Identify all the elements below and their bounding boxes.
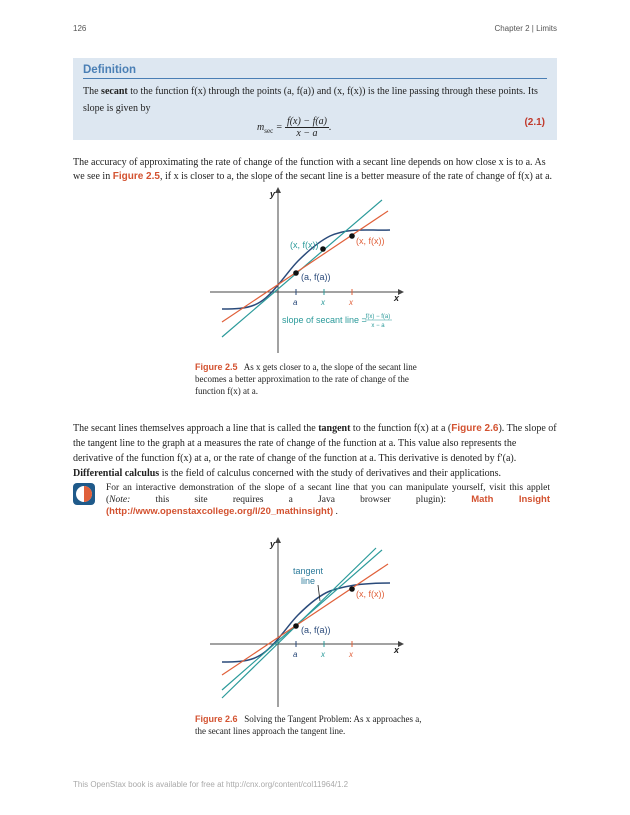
svg-text:tangent: tangent bbox=[292, 566, 324, 576]
figure-2-6-graph bbox=[200, 535, 420, 710]
svg-text:line: line bbox=[300, 576, 316, 586]
secant-slope-equation: $m_{sec}$ = $\frac{f(x) - f(a)}{x - a}$ . bbox=[257, 116, 332, 139]
svg-text:x: x bbox=[321, 298, 325, 307]
svg-text:x: x bbox=[394, 293, 400, 303]
footer-text: This OpenStax book is available for free at http://cnx.org/content/col11964/1.2 bbox=[73, 780, 349, 789]
svg-text:x: x bbox=[321, 650, 325, 659]
figure-2-5-caption: Figure 2.5 As x gets closer to a, the slope of the secant line becomes a better approximation to the rate of change of the function f(x) at a. bbox=[195, 362, 417, 396]
svg-text:x: x bbox=[349, 298, 353, 307]
svg-text:x: x bbox=[394, 645, 400, 655]
svg-text:slope of secant line =: slope of secant line = bbox=[282, 315, 367, 325]
svg-text:(x, f(x)): (x, f(x)) bbox=[356, 236, 385, 246]
equation-number: (2.1) bbox=[524, 117, 545, 128]
svg-text:f(x) − f(a): f(x) − f(a) bbox=[365, 314, 391, 320]
svg-text:y: y bbox=[270, 539, 276, 549]
svg-text:(a, f(a)): (a, f(a)) bbox=[301, 625, 331, 635]
svg-text:a: a bbox=[293, 650, 298, 659]
figure-2-5-link[interactable]: Figure 2.5 bbox=[112, 171, 160, 182]
definition-box bbox=[73, 58, 557, 140]
page-number: 126 bbox=[73, 24, 87, 33]
svg-text:x: x bbox=[349, 650, 353, 659]
svg-text:(x, f(x)): (x, f(x)) bbox=[290, 240, 319, 250]
paragraph-tangent: The secant lines themselves approach a line that is called the tangent to the function f(x) at a (Figure 2.6). The slope of the tangent line to the graph at a measures the rate of change of the function at a. This value also represents the derivative of the function f(x) at a, or the rate of change of the function at a. This derivative is denoted by f′(a). Differential calculus is the field of calculus concerned with the study of derivatives and their applications. bbox=[73, 423, 557, 479]
svg-text:(a, f(a)): (a, f(a)) bbox=[301, 272, 331, 282]
paragraph-accuracy: The accuracy of approximating the rate of change of the function with a secant line depends on how close x is to a. As we see in Figure 2.5, if x is closer to a, the slope of the secant line is a better measure of the rate of change of f(x) at a. bbox=[73, 157, 553, 182]
figure-2-6-link[interactable]: Figure 2.6 bbox=[451, 423, 499, 434]
figure-2-5-graph bbox=[200, 185, 420, 360]
figure-2-6-caption: Figure 2.6 Solving the Tangent Problem: As x approaches a, the secant lines approach the tangent line. bbox=[195, 714, 422, 736]
media-play-icon bbox=[73, 483, 95, 505]
math-insight-link[interactable]: Math Insight (http://www.openstaxcollege.org/l/20_mathinsight) bbox=[106, 494, 550, 517]
interactive-note: For an interactive demonstration of the slope of a secant line that you can manipulate yourself, visit this applet (Note: this site requires a Java browser plugin): Math Insight (http://www.openstaxcollege.org/l/20_mathinsight) . bbox=[106, 483, 550, 517]
svg-text:y: y bbox=[270, 189, 276, 199]
chapter-title: Chapter 2 | Limits bbox=[494, 24, 557, 33]
definition-rule bbox=[83, 78, 547, 79]
svg-text:(x, f(x)): (x, f(x)) bbox=[356, 589, 385, 599]
svg-text:a: a bbox=[293, 298, 298, 307]
definition-title: Definition bbox=[83, 64, 137, 76]
definition-text: The secant to the function f(x) through the points (a, f(a)) and (x, f(x)) is the line passing through these points. Its slope is given by bbox=[83, 86, 538, 114]
svg-text:x − a: x − a bbox=[371, 323, 385, 329]
